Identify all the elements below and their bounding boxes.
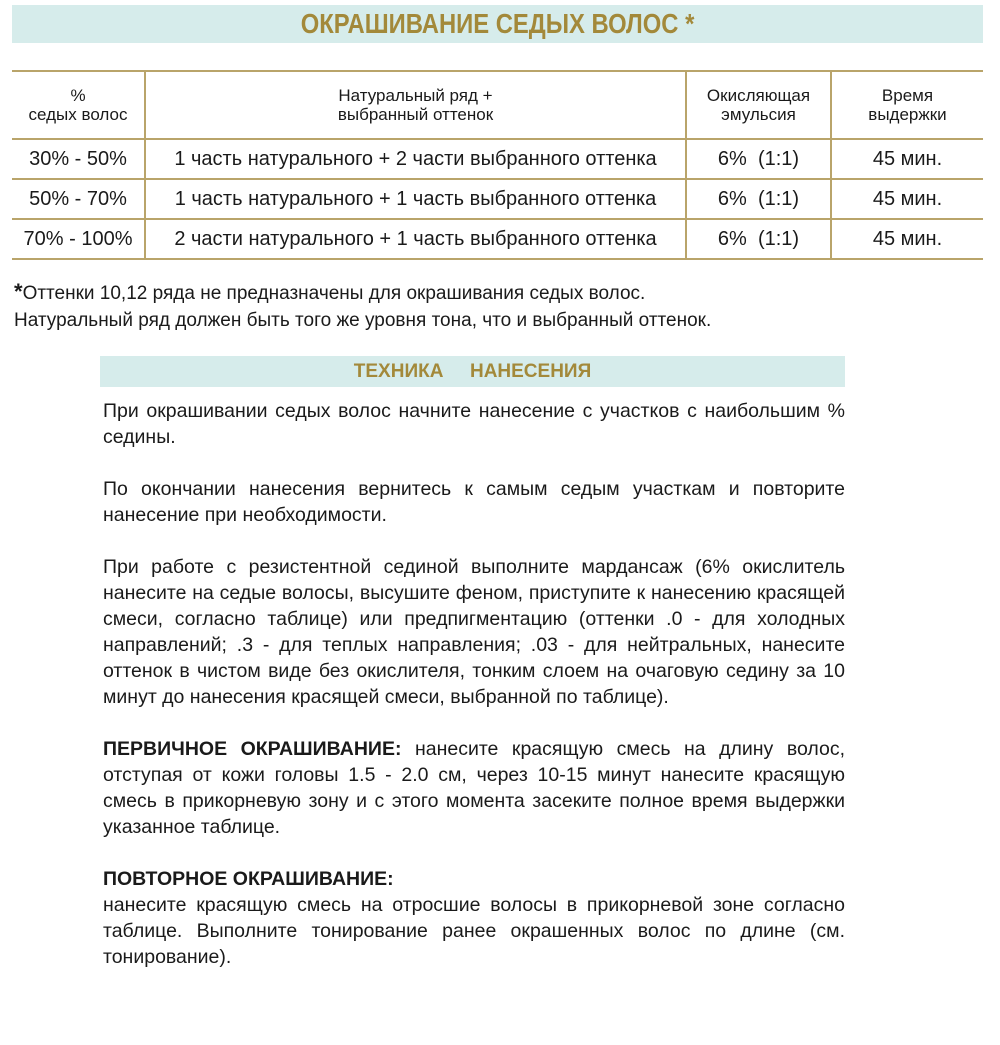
cell-mix: 2 части натурального + 1 часть выбранного оттенка [145,219,686,259]
cell-time: 45 мин. [831,179,983,219]
cell-mix: 1 часть натурального + 1 часть выбранного оттенка [145,179,686,219]
table-row [12,179,983,219]
paragraph-repeat-coloring [103,866,845,970]
coloring-table [12,70,983,260]
page-title: ОКРАШИВАНИЕ СЕДЫХ ВОЛОС * [300,8,695,39]
section-banner [100,356,845,387]
header-gray-percent: % седых волос [12,71,145,139]
footnote-star: * [14,279,23,304]
title-banner [12,5,983,43]
footnote-line-1: Оттенки 10,12 ряда не предназначены для окрашивания седых волос. [22,283,646,304]
table-row [12,139,983,179]
section-title: ТЕХНИКА НАНЕСЕНИЯ [353,360,592,382]
cell-oxidant: 6% (1:1) [686,139,831,179]
cell-oxidant: 6% (1:1) [686,179,831,219]
header-mix: Натуральный ряд + выбранный оттенок [145,71,686,139]
footnote-line-2: Натуральный ряд должен быть того же уровня тона, что и выбранный оттенок. [14,310,712,331]
primary-coloring-text: нанесите красящую смесь на длину волос, отступая от кожи головы 1.5 - 2.0 см, через 10-15 минут нанесите красящую смесь в прикорневую зону и с этого момента засеките полное время выдержки указанное таблице. [103,738,845,838]
cell-time: 45 мин. [831,219,983,259]
repeat-coloring-heading: ПОВТОРНОЕ ОКРАШИВАНИЕ: [103,868,394,890]
instructions [103,398,845,996]
cell-mix: 1 часть натурального + 2 части выбранного оттенка [145,139,686,179]
primary-coloring-heading: ПЕРВИЧНОЕ ОКРАШИВАНИЕ: [103,738,402,760]
header-time: Время выдержки [831,71,983,139]
table-header-row [12,71,983,139]
header-oxidant: Окисляющая эмульсия [686,71,831,139]
repeat-coloring-text: нанесите красящую смесь на отросшие волосы в прикорневой зоне согласно таблице. Выполните тонирование ранее окрашенных волос по длине (см. тонирование). [103,894,845,968]
paragraph: При работе с резистентной сединой выполните мардансаж (6% окислитель нанесите на седые волосы, высушите феном, приступите к нанесению красящей смеси, согласно таблице) или предпигментацию (оттенки .0 - для холодных направлений; .3 - для теплых направления; .03 - для нейтральных, нанесите оттенок в чистом виде без окислителя, тонким слоем на очаговую седину за 10 минут до нанесения красящей смеси, выбранной по таблице). [103,556,845,708]
cell-oxidant: 6% (1:1) [686,219,831,259]
paragraph: При окрашивании седых волос начните нанесение с участков с наибольшим % седины. [103,400,845,448]
cell-gray-percent: 30% - 50% [12,139,145,179]
paragraph-primary-coloring [103,736,845,840]
paragraph: По окончании нанесения вернитесь к самым седым участкам и повторите нанесение при необходимости. [103,478,845,526]
cell-gray-percent: 70% - 100% [12,219,145,259]
cell-time: 45 мин. [831,139,983,179]
cell-gray-percent: 50% - 70% [12,179,145,219]
table-row [12,219,983,259]
footnote [14,278,711,334]
